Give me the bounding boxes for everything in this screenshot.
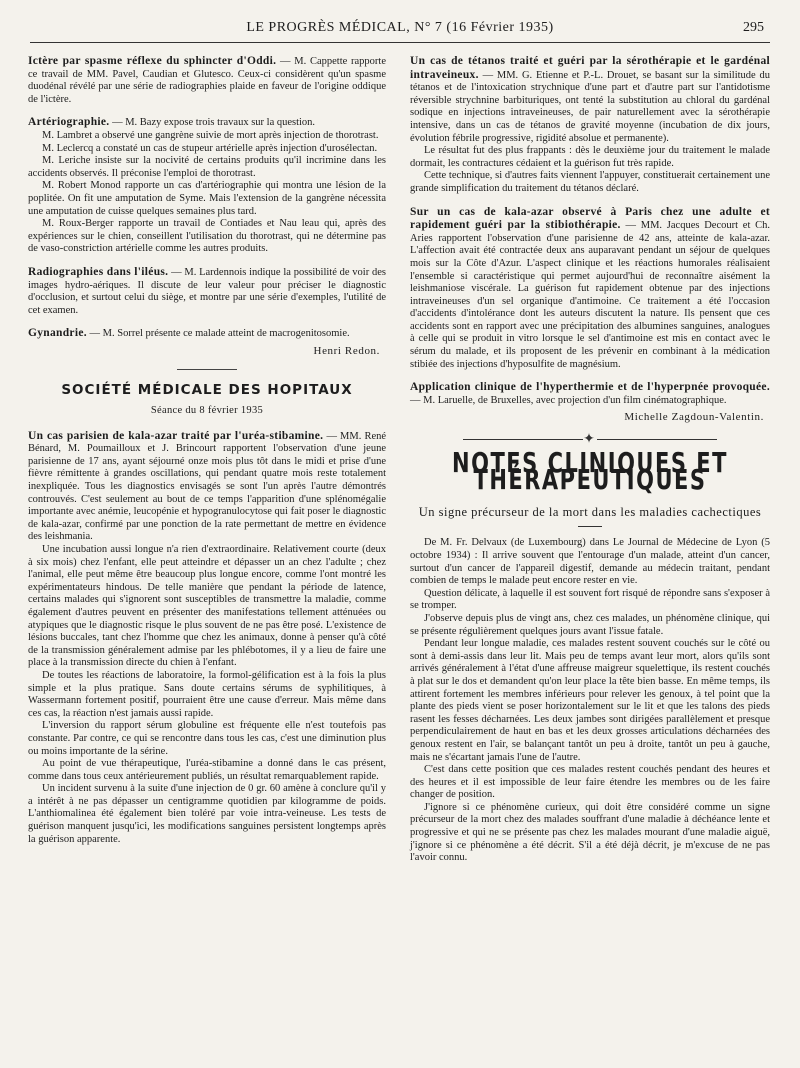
paragraph: Le résultat fut des plus frappants : dès le deuxième jour du traitement le malade dormait, les contractures cédaient et la guérison fut très rapide. xyxy=(410,145,770,169)
session-date: Séance du 8 février 1935 xyxy=(150,405,264,417)
subheading-text: Un signe précurseur de la mort dans les maladies cachectiques xyxy=(418,504,762,519)
paragraph: Cette technique, si d'autres faits viennent l'appuyer, constituerait certainement une grande simplification du traitement du tétanos déclaré. xyxy=(410,170,770,194)
article-title: Ictère par spasme réflexe du sphincter d'Oddi. xyxy=(28,55,277,67)
left-column xyxy=(28,55,386,856)
notes-heading: NOTES CLINIQUES ET THÉRAPEUTIQUES xyxy=(452,447,728,495)
society-heading: SOCIÉTÉ MÉDICALE DES HOPITAUX xyxy=(61,382,353,399)
paragraph: Au point de vue thérapeutique, l'uréa-stibamine a donné dans le cas présent, comme dans tous ceux antérieurement publiés, un résultat remarquablement rapide. xyxy=(28,758,386,782)
paragraph: M. Leriche insiste sur la nocivité de certains produits qu'il incrimine dans les accidents observés. Il préconise l'emploi de thorotrast. xyxy=(28,155,386,179)
paragraph: Une incubation aussi longue n'a rien d'extraordinaire. Relativement courte (deux à six mois) chez l'enfant, elle peut atteindre et dépasser un an chez l'adulte ; chez l'animal, elle peut même être beaucoup plus longue encore, comme l'ont montré les expérimentateurs hindous. De telle manière que pendant la période de latence, certains malades qui s'ignorent sont susceptibles de transmettre la maladie, comme également d'autres peuvent en présenter des manifestations tellement atténuées ou atypiques que le diagnostic risque le plus souvent de ne pas être posé. L'existence de lésions buccales, tant chez l'homme que chez les animaux, donne à penser qu'à côté de la transmission généralement admise par les phlébotomes, il y a lieu de faire une place à la transmission directe du chien à l'enfant. xyxy=(28,544,386,669)
article-ileus xyxy=(28,266,386,317)
article-kala-azar-2 xyxy=(410,206,770,372)
journal-title: LE PROGRÈS MÉDICAL, N° 7 (16 Février 1935) xyxy=(246,20,554,35)
article-tetanos xyxy=(410,55,770,196)
article-body: — M. Sorrel présente ce malade atteint de macrogenitosomie. xyxy=(89,328,350,340)
paragraph: L'inversion du rapport sérum globuline est fréquente elle n'est toutefois pas constante. Par contre, ce qui se rencontre dans tous les cas, c'est une diminution plus ou moins importante de la sérine. xyxy=(28,720,386,757)
article-body: — MM. René Bénard, M. Poumailloux et J. Brincourt rapportent l'observation d'une jeune parisienne de 17 ans, ayant séjourné onze mois plus tôt dans le midi et prise d'une fièvre rémittente à grandes oscillations, qui pendant quatre mois reste totalement inexpliquée. Tous les diagnostics envisagés se sont l'un après l'autre démontrés controuvés. C'est seulement au bout de ce temps l'apparition d'une splénomégalie importante avec anémie, leucopénie et hypogranulocytose qui fait poser le diagnostic de kala-azar, confirmé par une ponction de la rate permettant de mettre en évidence des leishmania. xyxy=(28,430,387,543)
paragraph: De M. Fr. Delvaux (de Luxembourg) dans Le Journal de Médecine de Lyon (5 octobre 1934) : Il arrive souvent que l'entourage d'un malade, atteint d'un cancer, surtout d'un cancer de l'appareil digestif, demande au médecin traitant, pendant combien de temps le malade peut encore rester en vie. xyxy=(410,537,770,587)
article-title: Radiographies dans l'iléus. xyxy=(28,265,169,278)
article-body: — MM. Jacques Decourt et Ch. Aries rapportent l'observation d'une parisienne de 42 ans, atteinte de kala-azar. L'affection avait été contractée deux ans auparavant pendant un séjour de quelques mois sur la Côte d'Azur. L'aspect clinique et les réactions humorales réalisaient l'ensemble si caractéristique qui permet aujourd'hui de reconnaître aisément la leishmaniose viscérale. La guérison fut rapidement obtenue par des injections intraveineuses d'un sel organique d'antimoine. Ce traitement a été l'occasion d'accidents d'intolérance dont les auteurs discutent la nature. Ils pensent que ces accidents sont en rapport avec une précipitation des albumines sanguines, analogues à celle qui se produit in vitro lorsque le sel d'antimoine est mis en contact avec le sérum du malade, et ils proposent de les prévenir en combinant à la médication stibiée des injections d'hyposulfite de magnésium. xyxy=(410,220,770,370)
paragraph: Question délicate, à laquelle il est souvent fort risqué de répondre sans s'exposer à se tromper. xyxy=(410,587,770,612)
article-title: Sur un cas de kala-azar observé à Paris chez une adulte et rapidement guéri par la stibiothérapie. xyxy=(410,205,770,232)
article-body: — M. Cappette rapporte ce travail de MM. Pavel, Caudian et Glutesco. Ceux-ci considèrent qu'un spasme duodénal révélé par une série de radiographies plaide en faveur de l'origine oddique de l'ictère. xyxy=(28,56,387,105)
article-subheading xyxy=(410,506,770,528)
article-title: Un cas de tétanos traité et guéri par la sérothérapie et le gardénal intraveineux. xyxy=(410,55,770,81)
paragraph: M. Leclercq a constaté un cas de stupeur artérielle après injection d'urosélectan. xyxy=(42,142,378,154)
notes-body xyxy=(410,537,770,864)
article-title: Application clinique de l'hyperthermie et de l'hyperpnée provoquée. xyxy=(410,381,770,394)
ornament-divider: ✦ xyxy=(410,434,770,447)
article-title: Un cas parisien de kala-azar traité par l'uréa-stibamine. xyxy=(28,429,324,442)
article-body: — M. Laruelle, de Bruxelles, avec projection d'un film cinématographique. xyxy=(410,394,727,406)
paragraph: C'est dans cette position que ces malades restent couchés pendant des heures et des heures et il est impossible de leur faire étendre les membres ou de les faire changer de position. xyxy=(410,764,770,801)
article-title: Artériographie. xyxy=(28,116,110,129)
paragraph: De toutes les réactions de laboratoire, la formol-gélification est à la fois la plus simple et la plus pratique. Sans doute certains sérums de syphilitiques, à Wassermann fortement positif, pourraient être une cause d'erreur. Mais même dans ces cas, la réaction n'est jamais aussi rapide. xyxy=(28,669,386,719)
paragraph: Un incident survenu à la suite d'une injection de 0 gr. 60 amène à conclure qu'il y a intérêt à ne pas dépasser un centigramme quotidien par kilogramme de poids. L'anthiomalinea été également bien toléré par voie intra-veineuse. Les tests de guérison manquent jusqu'ici, les modifications sanguines persistent longtemps après la guérison apparente. xyxy=(28,783,386,845)
page-number: 295 xyxy=(743,20,764,35)
article-oddi xyxy=(28,55,386,106)
article-body: — M. Bazy expose trois travaux sur la question. xyxy=(112,117,316,129)
article-kala-azar-1 xyxy=(28,430,386,847)
paragraph: Pendant leur longue maladie, ces malades restent souvent couchés sur le côté ou sont à demi-assis dans leur lit. Mais peu de temps avant leur mort, alors qu'ils sont arrivés généralement à l'état d'une affreuse maigreur squelettique, ils restent couchés à plat sur le dos et demandent qu'on leur place la tête bien basse. En même temps, ils attirent fortement les membres inférieurs pour relever les genoux, à tel point que la plante des pieds vient se poser horizontalement sur le lit et que les talons des pieds rasent les fesses décharnées. Les deux jambes sont dirigées parallèlement et presque perpendiculairement de haut en bas et les deux grosses articulations décharnées des genoux restent en l'air, se balançant tantôt un peu à droite, tantôt un peu à gauche, mais ne s'écartant jamais l'une de l'autre. xyxy=(410,638,770,763)
author-signature: Henri Redon. xyxy=(313,344,380,357)
author-signature: Michelle Zagdoun-Valentin. xyxy=(624,411,764,424)
article-title: Gynandrie. xyxy=(28,327,87,340)
article-hyperthermie xyxy=(410,381,770,424)
paragraph: J'ignore si ce phénomène curieux, qui doit être considéré comme un signe précurseur de la mort chez des malades souffrant d'une maladie à déchéance lente et progressive et qui ne se présente pas chez les malades mourant d'une maladie aiguë, j'ignore si ce phénomène a été décrit. S'il a été déjà décrit, je m'excuse de ne pas l'avoir connu. xyxy=(410,801,770,864)
article-arteriographie xyxy=(28,116,386,256)
paragraph: M. Lambret a observé une gangrène suivie de mort après injection de thorotrast. xyxy=(42,129,379,141)
paragraph: J'observe depuis plus de vingt ans, chez ces malades, un phénomène clinique, qui se présente régulièrement quelques jours avant l'issue fatale. xyxy=(410,612,770,637)
paragraph: M. Roux-Berger rapporte un travail de Contiades et Nau leau qui, après des expériences sur le chien, conseillent l'utilisation du thorotrast, qui ne détermine pas de vaso-constriction artérielle comme les autres produits. xyxy=(28,218,386,255)
article-body: — M. Lardennois indique la possibilité de voir des images hydro-aériques. Il discute de leur valeur pour préciser le diagnostic d'occlusion, et surtout celui du siège, et montre par une série d'exemples, l'utilité de cet examen. xyxy=(28,266,386,316)
article-gynandrie xyxy=(28,327,386,357)
section-divider xyxy=(177,369,237,370)
paragraph: M. Robert Monod rapporte un cas d'artériographie qui montra une lésion de la poplitée. On fit une amputation de Syme. Mais l'extension de la gangrène nécessita une amputation de cuisse quelques semaines plus tard. xyxy=(28,180,386,217)
running-header xyxy=(30,18,770,43)
right-column xyxy=(410,55,770,865)
article-body: — MM. G. Etienne et P.-L. Drouet, se basant sur la similitude du tétanos et de l'intoxication strychnique d'une part et d'autre part sur l'antidotisme réversible strychnine barbituriques, ont tenté la substitution au chloral du gardénal sodique en injections intraveineuses, de pair naturellement avec la sérothérapie intensive, dans un cas de tétanos de gravité moyenne (incubation de dix jours, évolution fébrile progressive, rigidité absolue et permanente). xyxy=(410,69,770,144)
